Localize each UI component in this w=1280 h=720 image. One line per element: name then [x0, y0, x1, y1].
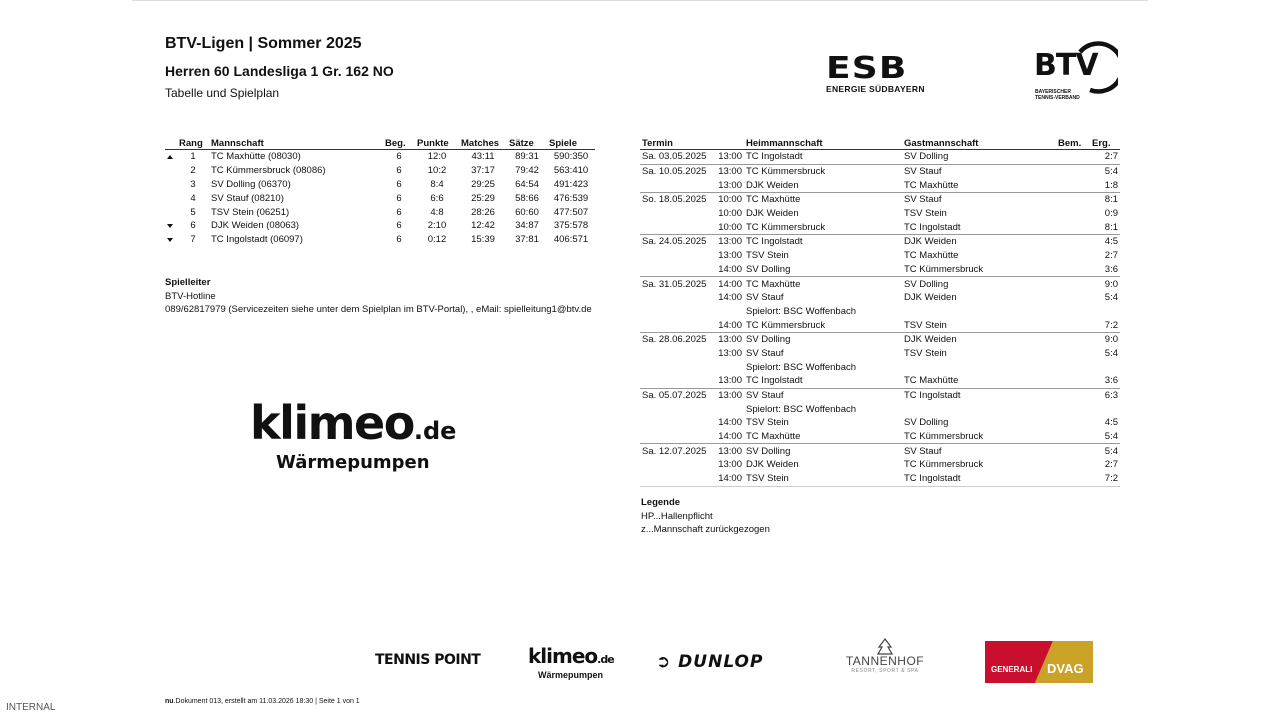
schedule-cell-time: 13:00: [708, 164, 744, 178]
ranking-cell-beg: 6: [396, 192, 402, 204]
sponsor-dvag-name: DVAG: [1047, 661, 1084, 676]
schedule-row: [640, 388, 1120, 402]
ranking-cell-sets: 64:54: [515, 178, 539, 190]
ranking-cell-games: 476:539: [553, 192, 589, 204]
schedule-cell-time: 14:00: [708, 472, 744, 486]
schedule-cell-date: [640, 360, 708, 374]
schedule-cell-guest: DJK Weiden: [904, 292, 957, 304]
esb-logo-sub: ENERGIE SÜDBAYERN: [826, 84, 925, 94]
footer-note: [165, 698, 360, 705]
ranking-header-games: Spiele: [547, 137, 595, 150]
schedule-cell-date: [640, 318, 708, 332]
schedule-cell-home: DJK Weiden: [746, 179, 799, 191]
ranking-cell-rank: 7: [190, 234, 196, 246]
schedule-cell-guest: TSV Stein: [904, 208, 947, 220]
schedule-cell-bem: [1056, 249, 1090, 263]
schedule-cell-guest: TSV Stein: [904, 319, 947, 331]
ranking-trend: [165, 164, 177, 178]
klimeo-ad-tag: Wärmepumpen: [276, 452, 430, 473]
ranking-cell-beg: 6: [396, 206, 402, 218]
schedule-cell-bem: [1056, 430, 1090, 444]
legend-item-z: z...Mannschaft zurückgezogen: [641, 524, 770, 535]
schedule-cell-guest: SV Stauf: [902, 164, 1056, 178]
schedule-cell-time: 14:00: [718, 319, 742, 331]
schedule-cell-guest: TC Ingolstadt: [902, 388, 1056, 402]
schedule-cell-date: Sa. 03.05.2025: [642, 151, 707, 163]
schedule-cell-time: 14:00: [718, 431, 742, 443]
schedule-cell-date: Sa. 12.07.2025: [642, 445, 707, 457]
schedule-cell-home: Spielort: BSC Woffenbach: [746, 361, 857, 373]
ranking-header-trend: [165, 137, 177, 150]
trend-down-icon: [167, 238, 173, 242]
ranking-header-rang: Rang: [177, 137, 209, 150]
footer-text: .Dokument 013, erstellt am 11.03.2026 18:30 | Seite 1 von 1: [173, 698, 360, 705]
ranking-cell-rank: 3: [190, 178, 196, 190]
schedule-cell-home: TC Maxhütte: [746, 431, 801, 443]
schedule-cell-guest: TC Kümmersbruck: [904, 263, 984, 275]
schedule-cell-bem: [1056, 374, 1090, 388]
page-title: BTV-Ligen | Sommer 2025: [165, 35, 362, 52]
schedule-cell-date: [640, 220, 708, 234]
ranking-cell-pts: 2:10: [427, 220, 447, 232]
schedule-cell-time: [708, 402, 744, 416]
tannenhof-crest-icon: [877, 638, 893, 656]
sponsor-klimeo-logo: [528, 646, 614, 690]
legend-heading: Legende: [641, 497, 681, 508]
ranking-cell-team: SV Dolling (06370): [211, 178, 291, 190]
schedule-row: [640, 291, 1120, 305]
schedule-cell-home: TC Maxhütte: [744, 193, 902, 207]
schedule-cell-res: 6:3: [1090, 388, 1120, 402]
klimeo-ad-tld: .de: [413, 417, 457, 445]
ranking-header-pts: Punkte: [415, 137, 459, 150]
schedule-cell-home: TSV Stein: [744, 472, 902, 486]
ranking-header-matches: Matches: [459, 137, 507, 150]
schedule-row: [640, 458, 1120, 472]
sponsor-klimeo-tag: Wärmepumpen: [538, 670, 604, 680]
ranking-trend: [165, 205, 177, 219]
schedule-cell-time: 13:00: [708, 235, 744, 249]
schedule-cell-res: 8:1: [1090, 193, 1120, 207]
schedule-row: [640, 430, 1120, 444]
schedule-cell-bem: [1056, 444, 1090, 458]
ranking-cell-sets: 37:81: [515, 234, 539, 246]
schedule-cell-res: 3:6: [1104, 263, 1118, 275]
schedule-cell-time: 14:00: [718, 292, 742, 304]
schedule-cell-home: SV Dolling: [744, 332, 902, 346]
ranking-cell-rank: 4: [190, 192, 196, 204]
ranking-cell-games: 375:578: [553, 220, 589, 232]
schedule-cell-home: Spielort: BSC Woffenbach: [746, 305, 857, 317]
schedule-cell-res: 5:4: [1104, 347, 1118, 359]
schedule-row: [640, 193, 1120, 207]
ranking-cell-pts: 6:6: [430, 192, 444, 204]
ranking-cell-pts: 0:12: [427, 234, 447, 246]
ranking-row: [165, 219, 595, 233]
schedule-cell-res: 2:7: [1104, 250, 1118, 262]
schedule-cell-time: 13:00: [708, 444, 744, 458]
schedule-cell-res: 5:4: [1104, 431, 1118, 443]
schedule-cell-date: [640, 402, 708, 416]
schedule-cell-date: [640, 430, 708, 444]
schedule-cell-bem: [1056, 263, 1090, 277]
schedule-header-bem: Bem.: [1056, 137, 1090, 150]
schedule-row: [640, 235, 1120, 249]
schedule-header-guest: Gastmannschaft: [902, 137, 1056, 150]
schedule-cell-guest: DJK Weiden: [902, 235, 1056, 249]
schedule-cell-res: 9:0: [1090, 332, 1120, 346]
ranking-cell-team: SV Stauf (08210): [211, 192, 284, 204]
ranking-cell-beg: 6: [396, 178, 402, 190]
schedule-row: [640, 263, 1120, 277]
schedule-cell-bem: [1056, 305, 1090, 319]
schedule-cell-res: [1090, 402, 1120, 416]
schedule-cell-date: [640, 263, 708, 277]
schedule-cell-home: TC Kümmersbruck: [746, 221, 826, 233]
schedule-cell-res: 9:0: [1090, 277, 1120, 291]
schedule-cell-home: SV Stauf: [746, 292, 784, 304]
schedule-cell-guest: TSV Stein: [904, 347, 947, 359]
schedule-cell-home: SV Dolling: [746, 263, 791, 275]
schedule-cell-date: [640, 305, 708, 319]
klimeo-ad: [250, 398, 470, 473]
schedule-cell-res: 7:2: [1090, 472, 1120, 486]
schedule-cell-res: 0:9: [1104, 208, 1118, 220]
schedule-cell-time: [708, 305, 744, 319]
schedule-cell-date: Sa. 10.05.2025: [642, 166, 707, 178]
schedule-cell-guest: TC Ingolstadt: [904, 221, 961, 233]
ranking-cell-sets: 89:31: [515, 151, 539, 163]
schedule-cell-home: SV Dolling: [744, 444, 902, 458]
internal-badge: INTERNAL: [6, 702, 56, 713]
sponsor-dunlop-logo: [656, 652, 763, 696]
schedule-cell-res: [1090, 360, 1120, 374]
schedule-row: [640, 416, 1120, 430]
schedule-cell-time: 13:00: [718, 250, 742, 262]
ranking-cell-beg: 6: [396, 151, 402, 163]
ranking-row: [165, 233, 595, 247]
spielleiter-block: [165, 276, 592, 317]
schedule-header-row: [640, 137, 1120, 150]
schedule-cell-res: 4:5: [1090, 235, 1120, 249]
schedule-cell-date: So. 18.05.2025: [642, 194, 707, 206]
spielleiter-contact: 089/62817979 (Servicezeiten siehe unter dem Spielplan im BTV-Portal), , eMail: spielleitung1@btv.de: [165, 304, 592, 315]
ranking-cell-rank: 2: [190, 165, 196, 177]
ranking-header-sets: Sätze: [507, 137, 547, 150]
schedule-cell-date: [640, 347, 708, 361]
schedule-cell-home: SV Stauf: [744, 388, 902, 402]
klimeo-ad-brand-name: klimeo: [250, 396, 414, 450]
schedule-cell-date: Sa. 05.07.2025: [642, 390, 707, 402]
schedule-row: [640, 220, 1120, 234]
schedule-row: [640, 207, 1120, 221]
ranking-cell-rank: 1: [190, 151, 196, 163]
ranking-cell-matches: 25:29: [471, 192, 495, 204]
trend-down-icon: [167, 224, 173, 228]
schedule-header-termin: Termin: [640, 137, 744, 150]
sponsor-generali-dvag-logo: [985, 641, 1093, 683]
schedule-cell-time: 10:00: [718, 208, 742, 220]
ranking-cell-team: TSV Stein (06251): [211, 206, 290, 218]
schedule-cell-time: 14:00: [718, 417, 742, 429]
top-rule: [132, 0, 1148, 1]
schedule-cell-home: DJK Weiden: [746, 459, 799, 471]
schedule-cell-home: TC Kümmersbruck: [744, 164, 902, 178]
schedule-cell-home: TC Maxhütte: [744, 277, 902, 291]
schedule-row: [640, 150, 1120, 165]
ranking-cell-team: TC Kümmersbruck (08086): [211, 165, 326, 177]
trend-up-icon: [167, 155, 173, 159]
schedule-cell-bem: [1056, 291, 1090, 305]
ranking-cell-pts: 10:2: [427, 165, 447, 177]
sponsor-tannenhof-sub: RESORT, SPORT & SPA: [851, 668, 919, 674]
schedule-table: [640, 137, 1120, 487]
schedule-cell-home: TSV Stein: [746, 250, 789, 262]
ranking-row: [165, 178, 595, 192]
schedule-row: [640, 402, 1120, 416]
schedule-cell-date: [640, 416, 708, 430]
schedule-cell-bem: [1056, 277, 1090, 291]
schedule-row: [640, 249, 1120, 263]
ranking-trend: [165, 233, 177, 247]
ranking-cell-pts: 12:0: [427, 151, 447, 163]
schedule-cell-date: [640, 178, 708, 192]
ranking-cell-team: TC Ingolstadt (06097): [211, 234, 303, 246]
schedule-cell-date: [640, 291, 708, 305]
ranking-row: [165, 150, 595, 164]
ranking-cell-beg: 6: [396, 220, 402, 232]
schedule-cell-time: 13:00: [708, 388, 744, 402]
schedule-cell-date: Sa. 28.06.2025: [642, 334, 707, 346]
schedule-cell-time: 13:00: [718, 459, 742, 471]
schedule-row: [640, 318, 1120, 332]
btv-logo: [1034, 38, 1124, 108]
schedule-cell-bem: [1056, 458, 1090, 472]
ranking-row: [165, 191, 595, 205]
schedule-cell-date: Sa. 31.05.2025: [642, 278, 707, 290]
ranking-cell-games: 590:350: [553, 151, 589, 163]
schedule-cell-time: 13:00: [708, 332, 744, 346]
schedule-cell-guest: DJK Weiden: [902, 332, 1056, 346]
sponsor-tannenhof-name: TANNENHOF: [845, 654, 925, 668]
schedule-cell-date: [640, 374, 708, 388]
ranking-cell-matches: 12:42: [471, 220, 495, 232]
schedule-cell-time: 13:00: [718, 375, 742, 387]
schedule-cell-time: 13:00: [708, 150, 744, 165]
schedule-cell-guest: TC Kümmersbruck: [904, 459, 984, 471]
schedule-row: [640, 305, 1120, 319]
schedule-cell-home: TSV Stein: [746, 417, 789, 429]
schedule-cell-date: [640, 458, 708, 472]
schedule-cell-bem: [1056, 164, 1090, 178]
schedule-row: [640, 347, 1120, 361]
ranking-trend: [165, 150, 177, 164]
ranking-header-team: Mannschaft: [209, 137, 383, 150]
ranking-table: [165, 137, 595, 247]
sponsor-tennispoint-logo: TENNIS POINT: [375, 652, 481, 668]
footer-brand: nu: [165, 698, 174, 705]
ranking-cell-games: 563:410: [553, 165, 589, 177]
dunlop-arrow-icon: ➲: [656, 652, 672, 672]
schedule-cell-date: [640, 472, 708, 486]
ranking-cell-sets: 79:42: [515, 165, 539, 177]
schedule-cell-res: 5:4: [1104, 292, 1118, 304]
schedule-header-res: Erg.: [1090, 137, 1120, 150]
btv-logo-sub1: BAYERISCHER: [1035, 89, 1071, 95]
ranking-header-beg: Beg.: [383, 137, 415, 150]
btv-logo-sub: [1035, 89, 1080, 101]
sponsor-dunlop-name: DUNLOP: [678, 652, 764, 672]
schedule-cell-res: 4:5: [1104, 417, 1118, 429]
schedule-cell-time: 13:00: [718, 347, 742, 359]
schedule-row: [640, 178, 1120, 192]
ranking-cell-team: TC Maxhütte (08030): [211, 151, 301, 163]
ranking-cell-matches: 43:11: [471, 151, 495, 163]
schedule-cell-guest: SV Dolling: [902, 150, 1056, 165]
schedule-cell-home: TC Kümmersbruck: [746, 319, 826, 331]
schedule-cell-bem: [1056, 207, 1090, 221]
schedule-cell-guest: SV Stauf: [902, 193, 1056, 207]
schedule-row: [640, 444, 1120, 458]
ranking-cell-sets: 60:60: [515, 206, 539, 218]
sponsor-tannenhof-logo: [845, 638, 925, 682]
ranking-cell-beg: 6: [396, 165, 402, 177]
schedule-cell-date: [640, 207, 708, 221]
klimeo-ad-brand: [250, 398, 470, 456]
ranking-cell-games: 491:423: [553, 178, 589, 190]
sponsor-generali-name: GENERALI: [991, 665, 1033, 674]
schedule-cell-res: 7:2: [1104, 319, 1118, 331]
sponsor-klimeo-tld: .de: [597, 653, 614, 666]
schedule-cell-res: 5:4: [1090, 164, 1120, 178]
ranking-trend: [165, 219, 177, 233]
esb-logo: [826, 51, 926, 94]
ranking-cell-matches: 37:17: [471, 165, 495, 177]
schedule-cell-res: 1:8: [1104, 179, 1118, 191]
schedule-cell-bem: [1056, 388, 1090, 402]
schedule-cell-res: 8:1: [1104, 221, 1118, 233]
schedule-cell-time: 13:00: [718, 179, 742, 191]
btv-logo-sub2: TENNIS-VERBAND: [1035, 95, 1080, 101]
schedule-row: [640, 332, 1120, 346]
schedule-cell-bem: [1056, 150, 1090, 165]
schedule-cell-bem: [1056, 332, 1090, 346]
schedule-row: [640, 164, 1120, 178]
ranking-cell-games: 406:571: [553, 234, 589, 246]
ranking-cell-beg: 6: [396, 234, 402, 246]
ranking-cell-pts: 8:4: [430, 178, 444, 190]
schedule-cell-guest: TC Kümmersbruck: [904, 431, 984, 443]
schedule-cell-guest: SV Dolling: [904, 417, 949, 429]
schedule-cell-bem: [1056, 193, 1090, 207]
ranking-trend: [165, 191, 177, 205]
schedule-row: [640, 374, 1120, 388]
legend-item-hp: HP...Hallenpflicht: [641, 510, 713, 522]
league-title: Herren 60 Landesliga 1 Gr. 162 NO: [165, 63, 394, 79]
schedule-cell-res: 2:7: [1104, 459, 1118, 471]
schedule-cell-time: 14:00: [718, 263, 742, 275]
ranking-trend: [165, 178, 177, 192]
ranking-row: [165, 205, 595, 219]
schedule-cell-guest: TC Maxhütte: [904, 375, 959, 387]
schedule-cell-res: 5:4: [1090, 444, 1120, 458]
ranking-cell-sets: 34:87: [515, 220, 539, 232]
schedule-cell-guest: [902, 402, 1056, 416]
schedule-cell-guest: [902, 305, 1056, 319]
schedule-row: [640, 277, 1120, 291]
ranking-cell-sets: 58:66: [515, 192, 539, 204]
schedule-row: [640, 360, 1120, 374]
schedule-cell-home: Spielort: BSC Woffenbach: [746, 403, 857, 415]
ranking-cell-matches: 29:25: [471, 178, 495, 190]
schedule-cell-guest: TC Maxhütte: [904, 250, 959, 262]
schedule-cell-date: [640, 249, 708, 263]
schedule-cell-res: [1090, 305, 1120, 319]
schedule-cell-bem: [1056, 235, 1090, 249]
legend-block: [641, 496, 770, 537]
sponsor-klimeo-name: klimeo: [528, 644, 598, 668]
schedule-cell-bem: [1056, 178, 1090, 192]
schedule-header-home: Heimmannschaft: [744, 137, 902, 150]
ranking-header-row: [165, 137, 595, 150]
ranking-cell-matches: 28:26: [471, 206, 495, 218]
schedule-cell-bem: [1056, 402, 1090, 416]
schedule-cell-home: SV Stauf: [746, 347, 784, 359]
spielleiter-heading: Spielleiter: [165, 277, 211, 288]
schedule-cell-time: 14:00: [708, 277, 744, 291]
btv-logo-mark: BTV: [1034, 48, 1098, 83]
schedule-cell-bem: [1056, 220, 1090, 234]
schedule-cell-time: 10:00: [708, 193, 744, 207]
schedule-cell-time: 10:00: [718, 221, 742, 233]
schedule-cell-bem: [1056, 416, 1090, 430]
schedule-cell-home: TC Ingolstadt: [744, 235, 902, 249]
esb-logo-mark: ESB: [826, 51, 908, 86]
schedule-cell-guest: SV Dolling: [902, 277, 1056, 291]
ranking-row: [165, 164, 595, 178]
schedule-cell-home: TC Ingolstadt: [744, 150, 902, 165]
ranking-cell-rank: 6: [190, 220, 196, 232]
schedule-cell-date: Sa. 24.05.2025: [642, 236, 707, 248]
schedule-cell-res: 2:7: [1090, 150, 1120, 165]
schedule-cell-bem: [1056, 318, 1090, 332]
ranking-cell-team: DJK Weiden (08063): [211, 220, 300, 232]
schedule-cell-home: TC Ingolstadt: [746, 375, 803, 387]
ranking-cell-rank: 5: [190, 206, 196, 218]
schedule-cell-time: [708, 360, 744, 374]
schedule-cell-res: 3:6: [1104, 375, 1118, 387]
sponsor-klimeo-brand: [528, 646, 614, 670]
schedule-cell-guest: [902, 360, 1056, 374]
ranking-cell-matches: 15:39: [471, 234, 495, 246]
schedule-cell-home: DJK Weiden: [746, 208, 799, 220]
page-subtitle: Tabelle und Spielplan: [165, 86, 280, 100]
schedule-row: [640, 472, 1120, 486]
schedule-cell-bem: [1056, 472, 1090, 486]
schedule-cell-guest: TC Ingolstadt: [902, 472, 1056, 486]
schedule-cell-bem: [1056, 347, 1090, 361]
ranking-cell-pts: 4:8: [430, 206, 444, 218]
ranking-cell-games: 477:507: [553, 206, 589, 218]
spielleiter-name: BTV-Hotline: [165, 290, 216, 302]
schedule-cell-guest: TC Maxhütte: [904, 179, 959, 191]
schedule-cell-bem: [1056, 360, 1090, 374]
schedule-cell-guest: SV Stauf: [902, 444, 1056, 458]
